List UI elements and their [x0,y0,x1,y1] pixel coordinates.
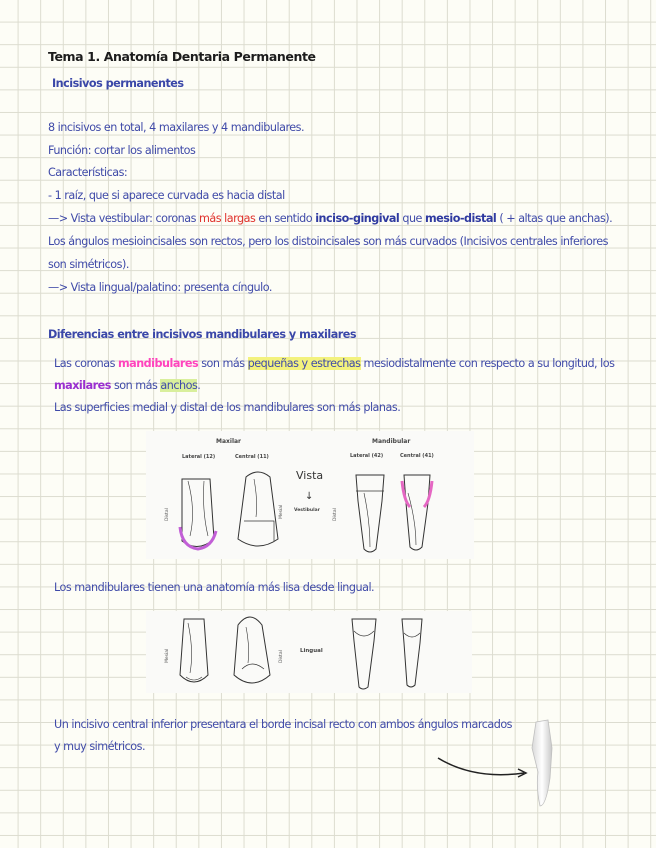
text-line: son simétricos). [48,258,129,271]
vestibular-diagram [146,431,474,559]
text-segment: —> Vista vestibular: coronas [48,212,199,225]
tooth-lingual-2 [234,617,270,683]
label-mesial-lingual: Mesial [165,648,170,663]
page-title: Tema 1. Anatomía Dentaria Permanente [48,49,316,64]
label-mesial: Mesial [279,504,284,519]
text-line: - 1 raíz, que si aparece curvada es hacia distal [48,189,285,202]
bold-inciso-gingival: inciso-gingival [315,212,400,225]
lingual-diagram [146,611,472,693]
tooth-maxilar-central [238,472,278,546]
text-line: Las superficies medial y distal de los mandibulares son más planas. [54,401,401,414]
tooth-mandibular-lateral [356,475,384,552]
bold-mesio-distal: mesio-distal [424,212,497,225]
tooth-mandibular-central [404,475,430,550]
highlight-maxilares: maxilares [54,379,111,392]
diferencias-line-2 [54,379,200,392]
arrow-to-tooth-icon [434,752,534,786]
tooth-lingual-4 [402,619,422,687]
highlight-curve-lateral [180,527,216,549]
vista-vestibular-line [48,212,612,225]
label-central-41: Central (41) [400,453,434,459]
label-maxilar: Maxilar [216,438,242,445]
text-line: Los mandibulares tienen una anatomía más lisa desde lingual. [54,581,375,594]
label-distal-2: Distal [333,508,338,521]
label-central-11: Central (11) [235,454,269,460]
text-line: Los ángulos mesioincisales son rectos, pero los distoincisales son más curvados (Incisivos centrales inferiores [48,235,608,248]
text-segment: son más [110,379,161,392]
text-line: 8 incisivos en total, 4 maxilares y 4 mandibulares. [48,121,305,134]
label-lingual: Lingual [300,648,323,654]
label-mandibular: Mandibular [372,438,411,445]
highlight-mas-largas: más largas [199,212,256,225]
label-distal: Distal [165,508,170,521]
text-segment: en sentido [255,212,316,225]
text-segment: ( + altas que anchas). [496,212,613,225]
text-line: y muy simétricos. [54,740,146,753]
highlight-estrechas: estrechas [310,357,361,370]
text-line: Características: [48,166,128,179]
tooth-lingual-1 [180,619,208,682]
highlight-pequenas: pequeñas [247,357,299,370]
text-line: —> Vista lingual/palatino: presenta cíngulo. [48,281,272,294]
text-line: Función: cortar los alimentos [48,144,196,157]
arrow-down-icon: ↓ [305,491,314,502]
label-distal-lingual: Distal [279,650,284,663]
text-segment: . [197,379,201,392]
figure-vista-lingual [146,611,472,693]
text-segment: mesiodistalmente con respecto a su longitud, los [360,357,615,370]
label-vista: Vista [296,469,324,482]
tooth-lingual-3 [352,619,376,689]
figure-vista-vestibular [146,431,474,559]
tooth-image [528,718,560,810]
section-heading-diferencias: Diferencias entre incisivos mandibulares y maxilares [48,328,357,341]
diferencias-line-1 [54,357,614,370]
highlight-mandibulares: mandibulares [118,357,199,370]
tooth-maxilar-lateral [182,479,214,547]
label-lateral-42: Lateral (42) [350,453,384,459]
text-segment: son más [198,357,248,370]
text-segment: y [298,357,311,370]
text-segment: que [399,212,425,225]
highlight-curve-mandibular [402,481,432,507]
text-line: Un incisivo central inferior presentara el borde incisal recto con ambos ángulos marcados [54,718,513,731]
label-vestibular: Vestibular [294,508,320,513]
highlight-anchos: anchos [160,379,198,392]
section-heading-incisivos: Incisivos permanentes [52,77,184,90]
text-segment: Las coronas [54,357,118,370]
label-lateral-12: Lateral (12) [182,454,216,460]
